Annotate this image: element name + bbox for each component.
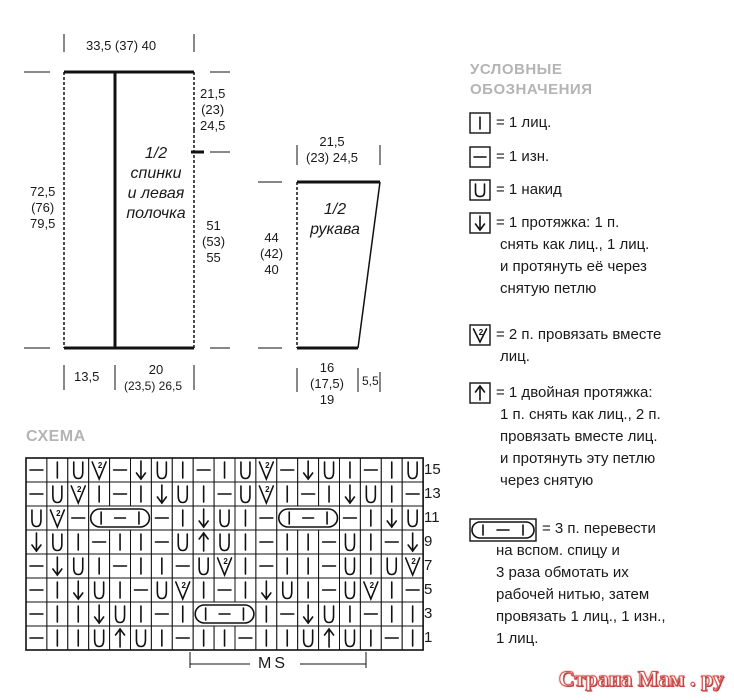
chart-cell	[402, 482, 423, 506]
chart-cell	[214, 578, 235, 602]
svg-text:2: 2	[478, 328, 484, 337]
legend-line: = 1 протяжка: 1 п.	[496, 214, 620, 231]
chart-cell	[381, 506, 402, 530]
svg-text:2: 2	[56, 509, 61, 518]
chart-cell	[235, 554, 256, 578]
chart-row	[26, 506, 423, 530]
row-number: 7	[424, 557, 433, 574]
chart-cell	[360, 602, 381, 626]
chart-cell	[47, 602, 68, 626]
legend-title	[470, 60, 592, 100]
dim-side-2: (53)	[202, 234, 226, 249]
chart-cell	[193, 458, 214, 482]
back-label-3: и левая	[127, 185, 185, 202]
sleeve-label	[302, 200, 368, 240]
chart-cell	[68, 458, 89, 482]
dim-left-1: 72,5	[30, 184, 56, 199]
chart-cell	[89, 626, 110, 650]
row-number: 11	[424, 509, 440, 526]
chart-cell	[26, 530, 47, 554]
chart-cell	[340, 602, 361, 626]
chart-cell	[256, 506, 277, 530]
chart-cell	[110, 602, 131, 626]
chart-cell	[47, 530, 68, 554]
dim-armhole-1: 21,5	[200, 86, 226, 101]
svg-text:2: 2	[97, 461, 103, 470]
chart-cell	[68, 530, 89, 554]
chart-cell	[47, 578, 68, 602]
chart-row	[26, 554, 423, 578]
chart-cell	[89, 458, 110, 482]
dim-left-length	[30, 184, 55, 232]
dim-top-width: 33,5 (37) 40	[86, 38, 157, 53]
chart-cell	[235, 530, 256, 554]
dim-armhole-3: 24,5	[200, 118, 226, 133]
dim-side-1: 51	[206, 218, 221, 233]
chart-cell	[256, 602, 277, 626]
chart-cell	[381, 626, 402, 650]
chart-cell	[277, 482, 298, 506]
chart-row	[26, 578, 423, 602]
chart-cell	[277, 578, 298, 602]
chart-cell	[402, 578, 423, 602]
chart-cell	[214, 626, 235, 650]
watermark: Страна Мам . ру	[558, 666, 724, 691]
chart-cell-wrap	[193, 602, 256, 626]
chart-cell	[360, 626, 381, 650]
legend-title-1: УСЛОВНЫЕ	[470, 61, 563, 78]
sleeve-top-width	[306, 134, 358, 166]
chart-cell	[89, 578, 110, 602]
chart-row	[26, 482, 423, 506]
sleeve-label-2: рукава	[310, 221, 360, 238]
knit-stitch-icon	[470, 113, 490, 133]
yarn-over-icon	[470, 180, 490, 200]
chart-cell	[340, 554, 361, 578]
chart-cell	[256, 482, 277, 506]
chart-cell	[402, 602, 423, 626]
chart-cell	[319, 458, 340, 482]
chart-cell	[193, 578, 214, 602]
chart-cell	[151, 578, 172, 602]
sleeve-bottom-1: 16	[319, 360, 335, 375]
chart-cell	[26, 554, 47, 578]
sleeve-left-3: 40	[264, 262, 279, 277]
chart-row	[26, 458, 423, 482]
chart-cell	[340, 530, 361, 554]
chart-cell	[172, 626, 193, 650]
row-number: 5	[424, 581, 433, 598]
sleeve-top-1: 21,5	[319, 134, 345, 149]
chart-cell	[360, 530, 381, 554]
chart-cell	[235, 506, 256, 530]
chart-cell	[172, 458, 193, 482]
chart-cell	[360, 458, 381, 482]
chart-cell	[193, 626, 214, 650]
chart-cell	[319, 482, 340, 506]
chart-cell	[256, 554, 277, 578]
legend-line: снятую петлю	[500, 280, 597, 297]
chart-cell	[131, 458, 152, 482]
purl-stitch-icon	[470, 147, 490, 167]
row-number: 9	[424, 533, 433, 550]
chart-cell	[340, 482, 361, 506]
chart-cell	[256, 626, 277, 650]
wrap-stitch-icon	[470, 519, 536, 541]
chart-cell	[340, 506, 361, 530]
chart-cell	[151, 506, 172, 530]
chart-cell	[89, 530, 110, 554]
chart-cell	[235, 626, 256, 650]
chart-cell	[151, 458, 172, 482]
sleeve-label-1: 1/2	[323, 201, 347, 218]
chart-cell	[131, 602, 152, 626]
chart-cell	[26, 578, 47, 602]
legend-line: на вспом. спицу и	[496, 542, 620, 559]
chart-cell	[298, 458, 319, 482]
chart-cell	[110, 458, 131, 482]
chart-cell	[172, 554, 193, 578]
chart-cell	[89, 554, 110, 578]
chart-row	[26, 626, 423, 650]
chart-cell	[214, 530, 235, 554]
chart-cell	[110, 578, 131, 602]
chart-cell	[402, 506, 423, 530]
back-label-1: 1/2	[144, 145, 168, 162]
chart-cell	[131, 554, 152, 578]
chart-cell	[214, 482, 235, 506]
chart-cell	[172, 530, 193, 554]
chart-cell	[319, 626, 340, 650]
chart-cell	[277, 530, 298, 554]
legend-line: = 1 накид	[496, 181, 562, 198]
chart-cell	[47, 482, 68, 506]
chart-cell	[298, 578, 319, 602]
chart-cell	[110, 482, 131, 506]
chart-cell	[319, 578, 340, 602]
chart-cell	[381, 458, 402, 482]
chart-cell	[26, 626, 47, 650]
legend-line: рабочей нитью, затем	[496, 586, 650, 603]
chart-cell	[193, 506, 214, 530]
chart-cell	[298, 482, 319, 506]
chart-cell	[89, 602, 110, 626]
chart-cell	[47, 458, 68, 482]
chart-cell-wrap	[277, 506, 340, 530]
chart-cell	[402, 530, 423, 554]
svg-text:2: 2	[77, 485, 82, 494]
sleeve-top-2: (23) 24,5	[306, 150, 359, 165]
chart-cell	[68, 626, 89, 650]
chart-cell	[298, 530, 319, 554]
chart-cell	[381, 578, 402, 602]
chart-cell	[402, 554, 423, 578]
dim-side-3: 55	[206, 250, 221, 265]
chart-cell	[340, 626, 361, 650]
chart-cell	[68, 506, 89, 530]
svg-text:2: 2	[265, 485, 270, 494]
chart-cell	[256, 578, 277, 602]
chart-cell	[151, 626, 172, 650]
chart-cell	[277, 554, 298, 578]
chart-cell	[172, 506, 193, 530]
legend-line: 3 раза обмотать их	[496, 564, 629, 581]
chart-cell	[131, 578, 152, 602]
chart-cell	[172, 602, 193, 626]
chart-cell	[214, 554, 235, 578]
chart-cell	[319, 554, 340, 578]
chart-cell	[26, 506, 47, 530]
chart-cell	[381, 482, 402, 506]
chart-cell	[235, 482, 256, 506]
legend-line: и протянуть эту петлю	[500, 450, 656, 467]
chart-cell	[131, 482, 152, 506]
chart-cell	[340, 578, 361, 602]
dim-bottom-right-2: (23,5) 26,5	[124, 379, 183, 393]
chart-cell	[360, 482, 381, 506]
chart-cell	[68, 482, 89, 506]
chart-cell	[26, 602, 47, 626]
chart-cell	[340, 458, 361, 482]
chart-row	[26, 530, 423, 554]
chart-cell	[193, 530, 214, 554]
chart-cell	[151, 530, 172, 554]
chart-cell	[256, 530, 277, 554]
chart-cell	[26, 482, 47, 506]
dim-side	[202, 218, 225, 266]
chart-cell	[110, 626, 131, 650]
slip-knit-psso-icon	[470, 213, 490, 233]
legend-line: = 1 лиц.	[496, 114, 552, 131]
chart-cell	[298, 626, 319, 650]
legend-line: и протянуть её через	[500, 258, 647, 275]
chart-cell	[381, 602, 402, 626]
legend-line: через снятую	[500, 472, 594, 489]
sleeve-cuff: 5,5	[362, 374, 379, 388]
dim-armhole	[200, 86, 225, 134]
chart-cell	[26, 458, 47, 482]
chart-cell	[277, 626, 298, 650]
row-number: 15	[424, 461, 441, 478]
chart-cell	[256, 458, 277, 482]
svg-text:2: 2	[411, 557, 416, 566]
chart-cell	[381, 554, 402, 578]
chart-cell	[131, 530, 152, 554]
dim-bottom-right	[124, 362, 188, 394]
dim-armhole-2: (23)	[201, 102, 225, 117]
chart-cell-wrap	[89, 506, 152, 530]
chart-cell	[360, 506, 381, 530]
row-number: 13	[424, 485, 441, 502]
legend-line: лиц.	[500, 348, 530, 365]
legend-line: = 1 изн.	[496, 148, 550, 165]
dim-bottom-right-1: 20	[148, 362, 164, 377]
legend-line: провязать 1 лиц., 1 изн.,	[496, 608, 666, 625]
legend-line: снять как лиц., 1 лиц.	[500, 236, 650, 253]
legend-line: = 2 п. провязать вместе	[496, 326, 662, 343]
chart-cell	[110, 554, 131, 578]
chart-cell	[172, 578, 193, 602]
schema-title: СХЕМА	[26, 428, 86, 445]
svg-text:2: 2	[223, 557, 228, 566]
chart-cell	[47, 626, 68, 650]
double-decrease-icon	[470, 383, 490, 403]
ms-label: MS	[258, 655, 288, 672]
back-piece-label	[118, 144, 194, 224]
chart-cell	[131, 626, 152, 650]
svg-text:2: 2	[369, 581, 375, 590]
sleeve-left-2: (42)	[260, 246, 284, 261]
chart-cell	[214, 506, 235, 530]
chart-row	[26, 602, 423, 626]
row-number: 1	[424, 629, 433, 646]
chart-cell	[193, 482, 214, 506]
legend-title-2: ОБОЗНАЧЕНИЯ	[470, 81, 593, 98]
chart-cell	[89, 482, 110, 506]
knit-two-together-icon	[470, 325, 490, 345]
back-label-4: полочка	[126, 205, 186, 222]
sleeve-bottom-3: 19	[319, 392, 335, 407]
svg-text:2: 2	[265, 461, 270, 470]
dim-left-3: 79,5	[30, 216, 56, 231]
chart-cell	[298, 554, 319, 578]
dim-bottom-left: 13,5	[74, 369, 100, 384]
legend-line: 1 п. снять как лиц., 2 п.	[500, 406, 661, 423]
chart-cell	[402, 458, 423, 482]
legend-line: = 1 двойная протяжка:	[496, 384, 653, 401]
back-label-2: спинки	[130, 165, 182, 182]
chart-cell	[151, 482, 172, 506]
chart-cell	[277, 602, 298, 626]
chart-cell	[298, 602, 319, 626]
chart-cell	[151, 554, 172, 578]
chart-cell	[277, 458, 298, 482]
chart-cell	[172, 482, 193, 506]
chart-cell	[68, 602, 89, 626]
chart-cell	[381, 530, 402, 554]
chart-cell	[193, 554, 214, 578]
chart-cell	[360, 554, 381, 578]
chart-cell	[214, 458, 235, 482]
chart-cell	[68, 578, 89, 602]
chart-cell	[110, 530, 131, 554]
chart-cell	[68, 554, 89, 578]
chart-cell	[235, 578, 256, 602]
chart-cell	[402, 626, 423, 650]
legend-line: провязать вместе лиц.	[500, 428, 658, 445]
legend-line: 1 лиц.	[496, 630, 539, 647]
svg-text:2: 2	[181, 581, 186, 590]
legend-line: = 3 п. перевести	[542, 520, 656, 537]
chart-cell	[319, 602, 340, 626]
sleeve-length	[260, 230, 283, 278]
chart-cell	[151, 602, 172, 626]
row-number: 3	[424, 605, 433, 622]
chart-cell	[319, 530, 340, 554]
knitting-chart	[26, 458, 423, 650]
dim-left-2: (76)	[31, 200, 55, 215]
chart-cell	[235, 458, 256, 482]
chart-cell	[360, 578, 381, 602]
chart-cell	[47, 506, 68, 530]
sleeve-bottom-2: (17,5)	[310, 376, 344, 391]
sleeve-left-1: 44	[264, 230, 279, 245]
chart-cell	[47, 554, 68, 578]
sleeve-bottom-width	[304, 360, 350, 408]
